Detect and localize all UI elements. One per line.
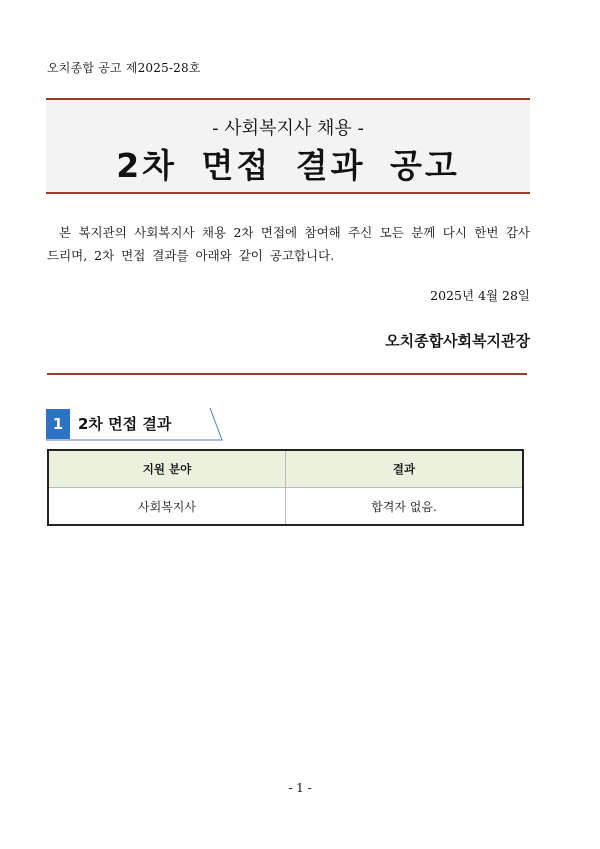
table-row bbox=[48, 488, 523, 526]
table-header-row bbox=[48, 450, 523, 488]
table-cell-result: 합격자 없음. bbox=[286, 488, 524, 526]
section-number-badge: 1 bbox=[46, 409, 70, 439]
section-label: 2차 면접 결과 bbox=[78, 415, 172, 433]
notice-date: 2025년 4월 28일 bbox=[430, 288, 530, 303]
table-cell-field: 사회복지사 bbox=[48, 488, 286, 526]
result-table bbox=[47, 449, 524, 526]
table-header-result: 결과 bbox=[286, 450, 524, 488]
body-paragraph bbox=[47, 221, 530, 267]
document-number: 오치종합 공고 제2025-28호 bbox=[47, 61, 201, 75]
page-number: - 1 - bbox=[288, 781, 312, 795]
title-box bbox=[46, 98, 530, 194]
divider-rule bbox=[47, 373, 527, 375]
body-paragraph-text: 본 복지관의 사회복지사 채용 2차 면접에 참여해 주신 모든 분께 다시 한번 감사드리며, 2차 면접 결과를 아래와 같이 공고합니다. bbox=[47, 225, 530, 263]
subtitle: - 사회복지사 채용 - bbox=[212, 118, 364, 139]
organization-name: 오치종합사회복지관장 bbox=[385, 332, 530, 350]
page-title: 2차 면접 결과 공고 bbox=[116, 146, 460, 185]
table-header-field: 지원 분야 bbox=[48, 450, 286, 488]
